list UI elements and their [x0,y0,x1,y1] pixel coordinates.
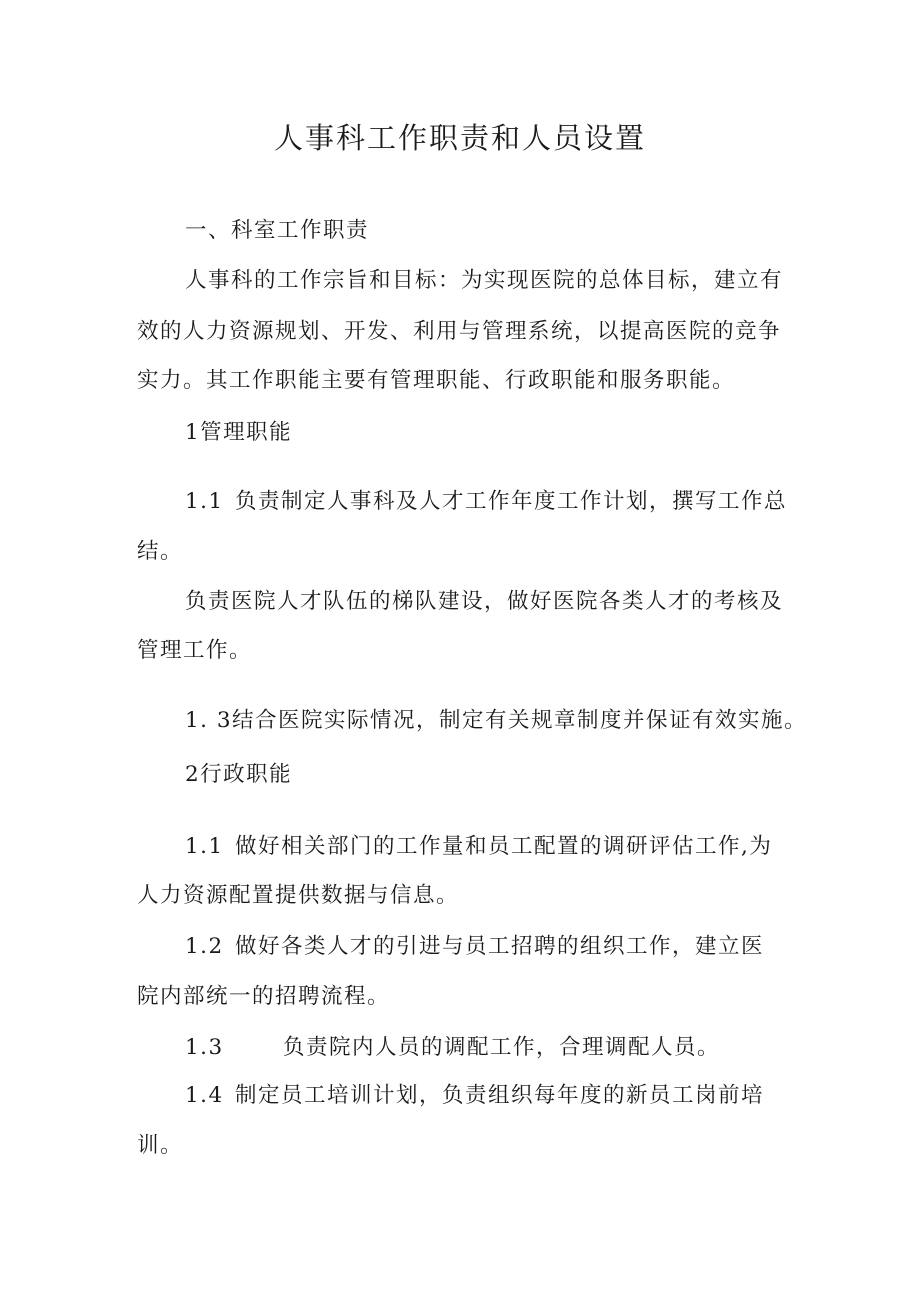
admin-item-1-number: 1.1 [185,834,224,859]
document-title: 人事科工作职责和人员设置 [273,121,646,155]
admin-item-2-line-2: 院内部统一的招聘流程。 [137,984,391,1009]
mgmt-item-1-line-1: 负责制定人事科及人才工作年度工作计划，撰写工作总 [235,489,788,514]
admin-item-1-line-1: 做好相关部门的工作量和员工配置的调研评估工作,为 [235,834,773,859]
admin-item-2-line-1: 做好各类人才的引进与员工招聘的组织工作，建立医 [235,934,765,959]
purpose-line-3: 实力。其工作职能主要有管理职能、行政职能和服务职能。 [137,368,736,393]
mgmt-item-1-line-2: 结。 [137,539,184,564]
admin-heading: 2行政职能 [185,762,293,787]
purpose-line-1: 人事科的工作宗旨和目标：为实现医院的总体目标，建立有 [185,268,784,293]
mgmt-item-2-line-2: 管理工作。 [137,638,253,663]
section-heading-duties: 一、科室工作职责 [185,218,370,243]
mgmt-item-3: 1. 3结合医院实际情况，制定有关规章制度并保证有效实施。 [185,708,808,733]
admin-item-4-line-2: 训。 [137,1133,184,1158]
admin-item-4-line-1: 制定员工培训计划，负责组织每年度的新员工岗前培 [235,1083,765,1108]
admin-item-1-line-2: 人力资源配置提供数据与信息。 [137,883,460,908]
mgmt-item-2-line-1: 负责医院人才队伍的梯队建设，做好医院各类人才的考核及 [185,589,784,614]
admin-item-2-number: 1.2 [185,934,224,959]
purpose-line-2: 效的人力资源规划、开发、利用与管理系统，以提高医院的竞争 [137,319,782,344]
admin-item-3-number: 1.3 [185,1035,224,1060]
admin-item-3-text: 负责院内人员的调配工作，合理调配人员。 [283,1035,721,1060]
admin-item-4-number: 1.4 [185,1083,224,1108]
mgmt-item-1-number: 1.1 [185,489,224,514]
mgmt-heading: 1管理职能 [185,420,293,445]
